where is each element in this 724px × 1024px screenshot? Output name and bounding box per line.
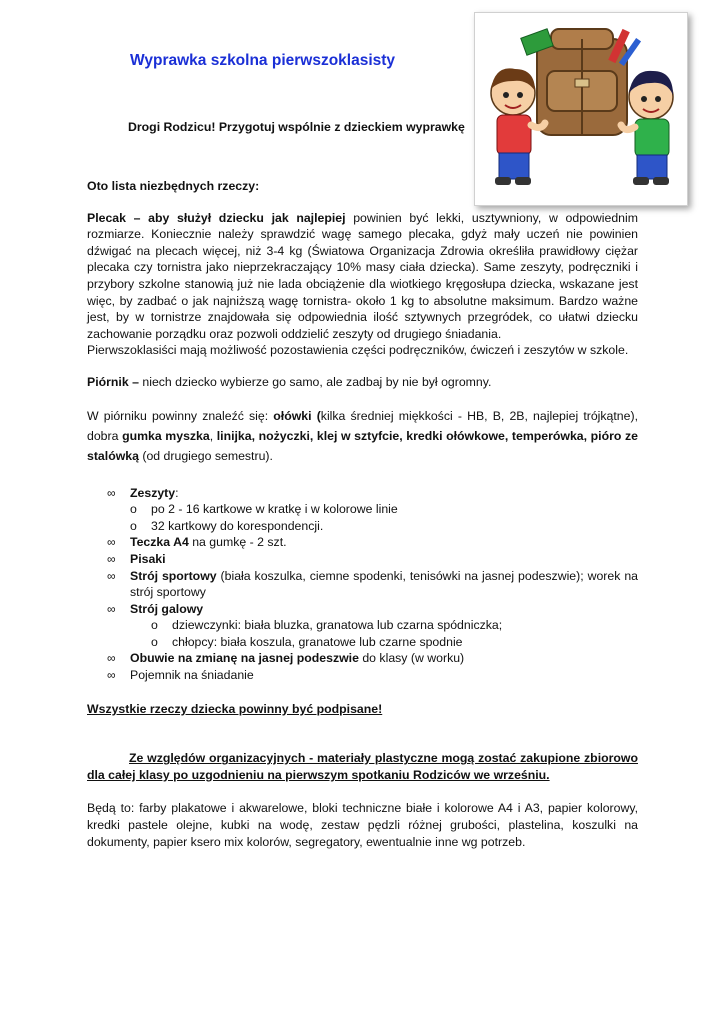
sub-list-item [130,501,638,518]
sub-list-item [130,518,638,535]
greeting-line: Drogi Rodzicu! Przygotuj wspólnie z dzieckiem wyprawkę [128,120,465,134]
backpack-lead: Plecak – aby służył dziecku jak najlepiej [87,210,346,225]
list-item-markers [87,551,638,568]
folder-label: Teczka A4 [130,535,189,550]
contents-text-3: , [209,428,217,443]
infinity-bullet-icon: ∞ [107,485,116,500]
children-with-backpack-illustration [474,12,688,206]
circle-bullet-icon: o [151,618,158,633]
infinity-bullet-icon: ∞ [107,668,116,683]
formal-label: Strój galowy [130,601,204,616]
bulk-purchase-note: Ze względów organizacyjnych - materiały plastyczne mogą zostać zakupione zbiorowo dla całej klasy po uzgodnieniu na pierwszym spotkaniu Rodziców we wrześniu. [87,751,638,782]
infinity-bullet-icon: ∞ [107,568,116,583]
notebooks-suffix: : [175,485,179,500]
pencilcase-lead: Piórnik – [87,374,139,389]
infinity-bullet-icon: ∞ [107,535,116,550]
circle-bullet-icon: o [151,634,158,649]
formal-sub-1: dziewczynki: biała bluzka, granatowa lub czarna spódniczka; [172,618,503,633]
notebooks-sublist [130,501,638,534]
formal-sub-2: chłopcy: biała koszula, granatowe lub czarne spodnie [172,634,463,649]
contents-text-2: kilka średniej miękkości - HB, B, 2B, najlepiej trójkątne), dobra [87,408,638,443]
backpack-note: Pierwszoklasiści mają możliwość pozostawienia części podręczników, ćwiczeń i zeszytów w szkole. [87,343,629,358]
infinity-bullet-icon: ∞ [107,651,116,666]
shoes-label: Obuwie na zmianę na jasnej podeszwie [130,651,359,666]
list-heading: Oto lista niezbędnych rzeczy: [87,179,260,193]
contents-pencils: ołówki ( [273,408,321,423]
notebooks-sub-2: 32 kartkowy do korespondencji. [151,518,324,533]
notebooks-sub-1: po 2 - 16 kartkowe w kratkę i w kolorowe linie [151,502,398,517]
supplies-paragraph: Będą to: farby plakatowe i akwarelowe, bloki techniczne białe i kolorowe A4 i A3, papier kolorowy, kredki pastele olejne, kubki na wodę, zestaw pędzli różnej grubości, plastelina, koszulki na dokumenty, papier ksero mix kolorów, segregatory, ewentualnie inne wg potrzeb. [87,801,638,849]
backpack-paragraph [87,210,638,343]
list-item-notebooks [87,485,638,535]
shoes-text: do klasy (w worku) [358,651,465,666]
backpack-body: powinien być lekki, usztywniony, w odpowiednim rozmiarze. Koniecznie należy sprawdzić wagę samego plecaka, gdyż mały uczeń nie powinien dźwigać na plecach więcej, niż 3-4 kg (Światowa Organizacja Zdrowia określiła prawidłowy ciężar plecaka czy tornistra jako nieprzekraczający 10% masy ciała dziecka). Same zeszyty, podręczniki i przybory szkolne stanowią już nie lada obciążenie dla wiotkiego kręgosłupa dziecka, wskazane jest więc, by zadbać o jak najniższą wagę tornistra- około 1 kg to absolutne maksimum. Bardzo ważne jest, by w tornistrze znajdowała się odpowiednia ilość sztywnych przegródek, co ułatwi dziecku zachowanie porządku oraz pozwoli oddzielić zeszyty od drugiego śniadania. [87,210,638,341]
contents-eraser: gumka myszka [122,428,210,443]
contents-text-1: W piórniku powinny znaleźć się: [87,408,274,423]
backpack-illustration-icon [475,13,687,205]
circle-bullet-icon: o [130,518,137,533]
sport-label: Strój sportowy [130,568,217,583]
list-item-shoes [87,650,638,667]
infinity-bullet-icon: ∞ [107,551,116,566]
formal-sublist [130,617,638,650]
pencilcase-paragraph [87,374,638,391]
contents-text-4: (od drugiego semestru). [138,448,273,463]
list-item-lunchbox [87,667,638,684]
list-item-sport-outfit [87,568,638,601]
sport-text: (biała koszulka, ciemne spodenki, tenisówki na jasnej podeszwie); worek na strój sportowy [130,568,638,600]
list-item-folder [87,534,638,551]
circle-bullet-icon: o [130,502,137,517]
contents-tools: linijka, nożyczki, klej w sztyfcie, kredki ołówkowe, temperówka, pióro ze stalówką [87,428,638,463]
infinity-bullet-icon: ∞ [107,601,116,616]
signed-note: Wszystkie rzeczy dziecka powinny być podpisane! [87,701,383,716]
supplies-list [87,485,638,684]
sub-list-item [151,634,638,651]
sub-list-item [151,617,638,634]
pencilcase-body: niech dziecko wybierze go samo, ale zadbaj by nie był ogromny. [138,374,492,389]
markers-label: Pisaki [130,551,166,566]
document-title: Wyprawka szkolna pierwszoklasisty [130,52,396,69]
notebooks-label: Zeszyty [130,485,176,500]
lunch-text: Pojemnik na śniadanie [130,668,254,683]
folder-text: na gumkę - 2 szt. [188,535,287,550]
list-item-formal-outfit [87,601,638,651]
pencilcase-contents-paragraph [87,406,638,466]
document-body [87,178,638,850]
